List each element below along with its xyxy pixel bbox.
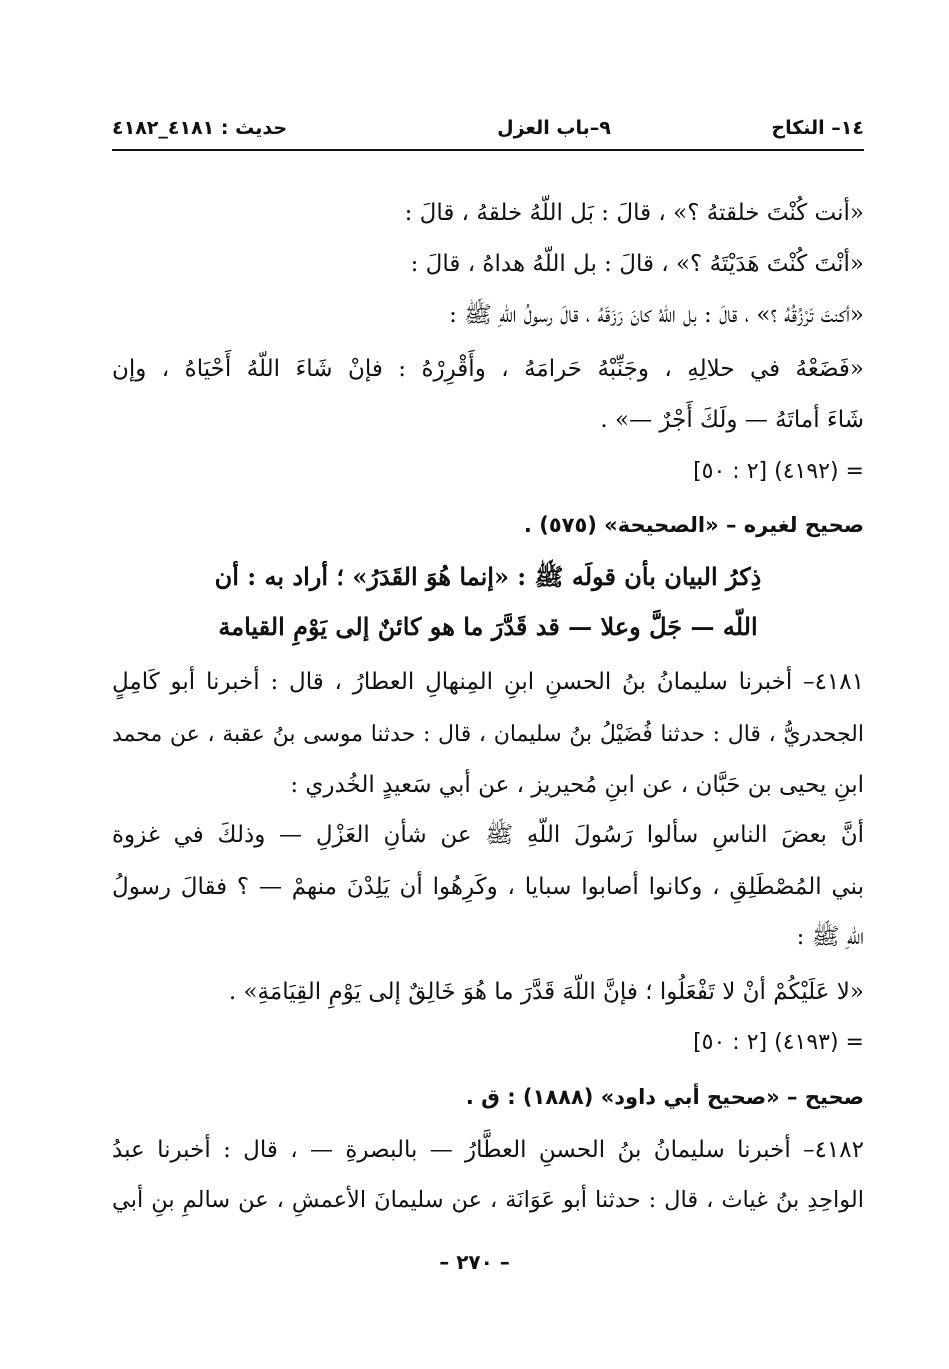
hadith-grade: صحيح – «صحيح أبي داود» (١٨٨٨) : ق . <box>465 1085 864 1109</box>
text-line: ٤١٨١– أخبرنا سليمانُ بنُ الحسنِ ابنِ المِنهالِ العطارُ ، قال : أخبرنا أبو كَامِلٍ <box>112 669 864 695</box>
section-title: ٩–باب العزل <box>497 117 611 139</box>
text-line: بني المُصْطَلِقِ ، وكانوا أصابوا سبايا ، وكَرِهُوا أن يَلِدْنَ منهمْ — ؟ فقالَ رسولُ <box>112 874 864 900</box>
text-line: الجحدريُّ ، قال : حدثنا فُضَيْلُ بنُ سليمان ، قال : حدثنا موسى بنُ عقبة ، عن محمد <box>112 722 864 747</box>
text-line: اللّهِ ﷺ : <box>796 924 864 950</box>
text-line: أنَّ بعضَ الناسِ سألوا رَسُولَ اللّهِ ﷺ عن شأنِ العَزْلِ — وذلكَ في غزوة <box>112 822 864 848</box>
hadith-range: حديث : ٤١٨١_٤١٨٢ <box>112 117 288 139</box>
text-line: «فَضَعْهُ في حلالِهِ ، وجَنِّبْهُ حَرامَهُ ، وأَقْرِرْهُ : فإنْ شَاءَ اللّهُ أَحْيَاهُ ، وإن <box>112 356 864 382</box>
running-header <box>112 112 864 144</box>
chapter-title: ١٤– النكاح <box>771 117 864 139</box>
chapter-heading-line-2: اللّه — جَلَّ وعلا — قد قَدَّرَ ما هو كائنٌ إلى يَوْمِ القيامة <box>218 612 758 641</box>
cross-reference: = (٤١٩٢) [٢ : ٥٠] <box>693 459 864 484</box>
chapter-heading-line-1: ذِكرُ البيان بأن قولَه ﷺ : «إنما هُوَ القَدَرُ» ؛ أراد به : أن <box>214 562 762 591</box>
text-line: ٤١٨٢– أخبرنا سليمانُ بنُ الحسنِ العطَّارُ — بالبصرةِ — ، قال : أخبرنا عبدُ <box>112 1137 864 1163</box>
text-line: «لا عَلَيْكُمْ أنْ لا تَفْعَلُوا ؛ فإنَّ اللّهَ قَدَّرَ ما هُوَ خَالِقٌ إلى يَوْمِ القِيَامَةِ» . <box>228 979 864 1005</box>
page-number: – ٢٧٠ – <box>439 1250 510 1274</box>
text-line: شَاءَ أماتَهُ — ولَكَ أَجْرٌ —» . <box>600 407 864 433</box>
hadith-grade: صحيح لغيره – «الصحيحة» (٥٧٥) . <box>523 513 864 537</box>
text-line: ابنِ يحيى بن حَبَّان ، عن ابنِ مُحيريز ، عن أبي سَعيدٍ الخُدري : <box>290 772 864 798</box>
header-rule <box>112 149 864 151</box>
cross-reference: = (٤١٩٣) [٢ : ٥٠] <box>693 1030 864 1055</box>
text-line: «أكنتَ تَرْزُقُهُ ؟» ، قالَ : بل اللّهُ كانَ رَزَقَهُ ، قالَ رسولُ اللّهِ ﷺ : <box>449 302 864 328</box>
text-line: «أنْتَ كُنْتَ هَدَيْتَهُ ؟» ، قالَ : بل اللّهُ هداهُ ، قالَ : <box>410 251 864 277</box>
text-line: الواحِدِ بنُ غياث ، قال : حدثنا أبو عَوَانَة ، عن سليمانَ الأعمشِ ، عن سالمِ بنِ أبي <box>112 1187 864 1213</box>
text-line: «أنت كُنْتَ خلقتهُ ؟» ، قالَ : بَل اللّهُ خلقهُ ، قالَ : <box>404 200 864 226</box>
